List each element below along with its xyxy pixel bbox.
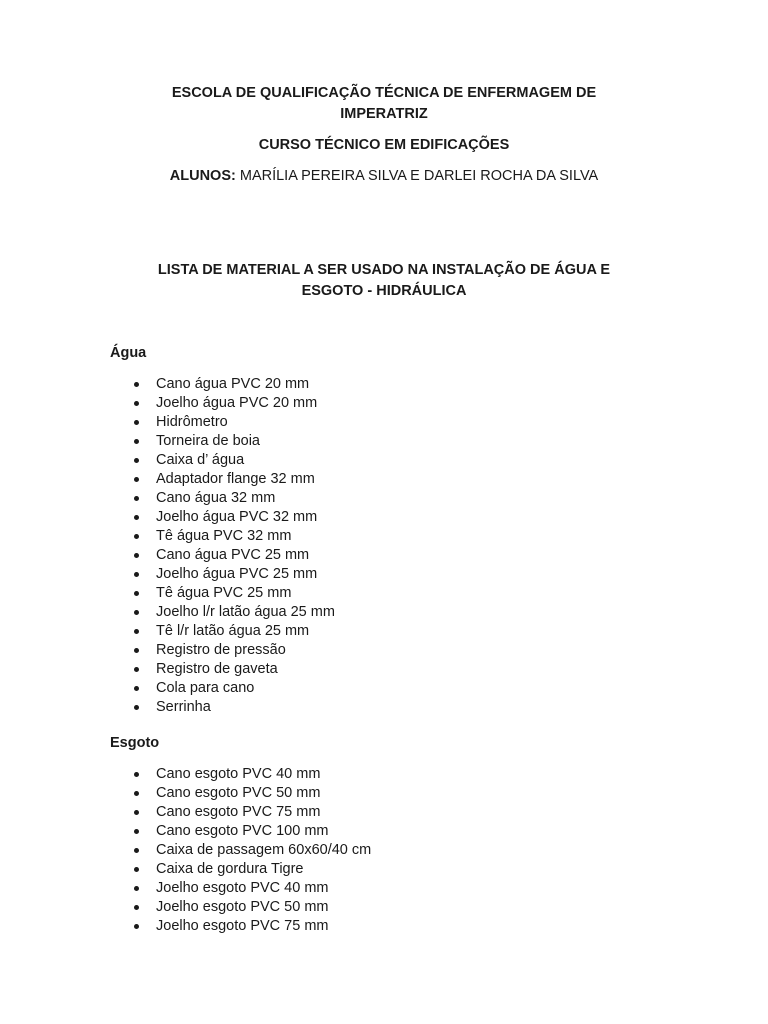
list-item: Cano esgoto PVC 50 mm: [156, 784, 371, 803]
list-item: Cano esgoto PVC 40 mm: [156, 765, 371, 784]
list-item: Joelho l/r latão água 25 mm: [156, 604, 335, 620]
list-item: Caixa d’ água: [156, 451, 335, 470]
list-title-line-1: LISTA DE MATERIAL A SER USADO NA INSTALAÇÃO DE ÁGUA E: [157, 262, 611, 278]
list-item: Cano esgoto PVC 100 mm: [156, 822, 371, 841]
course-name: CURSO TÉCNICO EM EDIFICAÇÕES: [258, 137, 510, 153]
list-item: Tê água PVC 32 mm: [156, 527, 335, 546]
list-title-line-2: ESGOTO - HIDRÁULICA: [301, 283, 467, 299]
list-item: Serrinha: [156, 698, 335, 717]
list-item: Registro de gaveta: [156, 660, 335, 679]
list-item: Tê água PVC 25 mm: [156, 584, 335, 603]
list-item: Cano água PVC 25 mm: [156, 546, 335, 565]
school-name-line-2: IMPERATRIZ: [340, 106, 428, 122]
list-item: Registro de pressão: [156, 641, 335, 660]
list-item: Joelho água PVC 20 mm: [156, 394, 335, 413]
list-item: Caixa de gordura Tigre: [156, 860, 371, 879]
esgoto-section-heading: Esgoto: [110, 735, 160, 751]
list-item: Cano esgoto PVC 75 mm: [156, 803, 371, 822]
esgoto-material-list: [156, 765, 371, 936]
list-item: Joelho esgoto PVC 50 mm: [156, 898, 371, 917]
list-item: Cola para cano: [156, 679, 335, 698]
list-item: Cano água PVC 20 mm: [156, 375, 335, 394]
students-line: [0, 166, 768, 187]
students-names: MARÍLIA PEREIRA SILVA E DARLEI ROCHA DA SILVA: [235, 168, 599, 184]
students-label: ALUNOS:: [169, 168, 236, 184]
list-item: Cano água 32 mm: [156, 489, 335, 508]
list-item: Joelho esgoto PVC 40 mm: [156, 879, 371, 898]
list-item: Torneira de boia: [156, 432, 335, 451]
list-item: Hidrômetro: [156, 413, 335, 432]
list-item: Caixa de passagem 60x60/40 cm: [156, 842, 372, 858]
list-item: Joelho esgoto PVC 75 mm: [156, 917, 371, 936]
agua-material-list: [156, 375, 335, 717]
school-name-line-1: ESCOLA DE QUALIFICAÇÃO TÉCNICA DE ENFERMAGEM DE: [171, 85, 597, 101]
list-item: Joelho água PVC 32 mm: [156, 508, 335, 527]
list-item: Adaptador flange 32 mm: [156, 470, 335, 489]
agua-section-heading: Água: [110, 345, 147, 361]
list-item: Tê l/r latão água 25 mm: [156, 622, 335, 641]
list-item: Joelho água PVC 25 mm: [156, 565, 335, 584]
